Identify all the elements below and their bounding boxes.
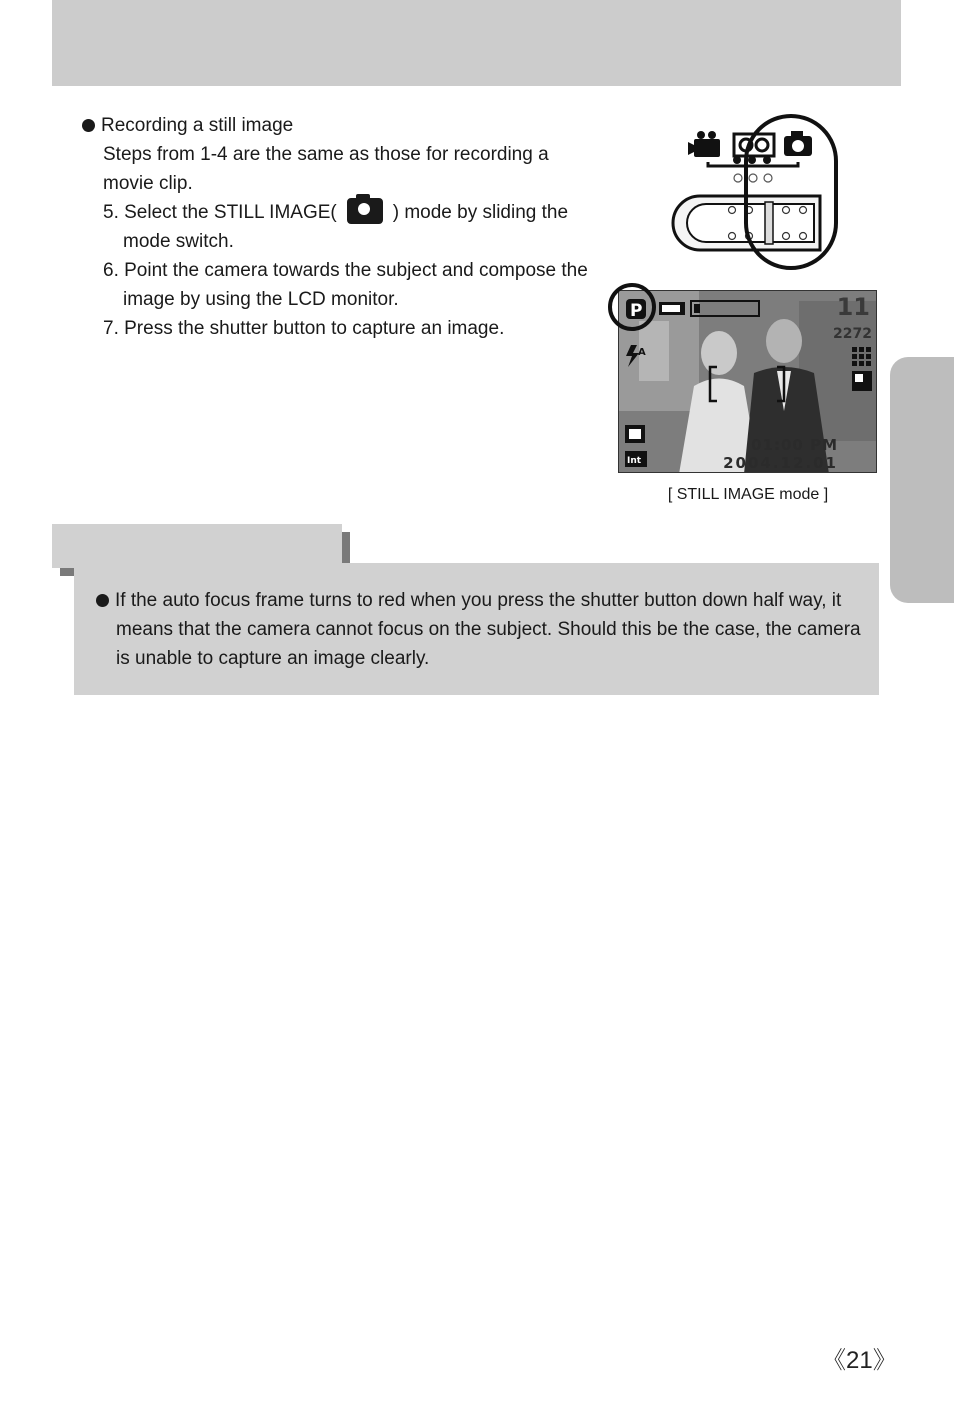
svg-text:Int: Int — [627, 456, 642, 466]
note-line: means that the camera cannot focus on the subject. Should this be the case, the camera — [116, 619, 861, 640]
camera-icon — [347, 198, 383, 224]
svg-text:P: P — [630, 301, 643, 321]
resolution-label: 2272 — [833, 326, 872, 342]
shots-remaining: 11 — [836, 293, 870, 321]
svg-text:A: A — [638, 347, 646, 358]
header-band — [52, 0, 901, 86]
step-6-cont: image by using the LCD monitor. — [123, 289, 399, 310]
note-text — [96, 586, 866, 673]
step-5: 5. Select the STILL IMAGE( — [103, 202, 337, 223]
step-5-cont: mode switch. — [123, 231, 234, 252]
date-display: 2004.12.01 — [723, 454, 838, 472]
still-camera-icon — [784, 131, 812, 156]
page-number: 《21》 — [822, 1347, 897, 1374]
note-tab — [52, 524, 342, 568]
mode-highlight-circle — [608, 283, 656, 331]
step-7: 7. Press the shutter button to capture an image. — [103, 318, 505, 339]
lcd-monitor — [618, 290, 877, 473]
bullet-icon — [96, 594, 109, 607]
instructions — [82, 111, 602, 343]
note-line: If the auto focus frame turns to red when you press the shutter button down half way, it — [115, 590, 842, 611]
figure-caption: [ STILL IMAGE mode ] — [667, 486, 829, 503]
step-6: 6. Point the camera towards the subject and compose the — [103, 260, 588, 281]
side-tab — [890, 357, 954, 603]
instruction-line: Steps from 1-4 are the same as those for recording a — [103, 144, 549, 165]
bullet-icon — [82, 119, 95, 132]
mode-switch-illustration — [670, 112, 850, 272]
section-heading: Recording a still image — [101, 115, 294, 136]
note-line: is unable to capture an image clearly. — [116, 648, 430, 669]
instruction-line: movie clip. — [103, 173, 193, 194]
movie-icon — [688, 131, 720, 157]
time-display: 01:00 PM — [751, 436, 838, 454]
step-5-end: ) mode by sliding the — [392, 202, 569, 223]
